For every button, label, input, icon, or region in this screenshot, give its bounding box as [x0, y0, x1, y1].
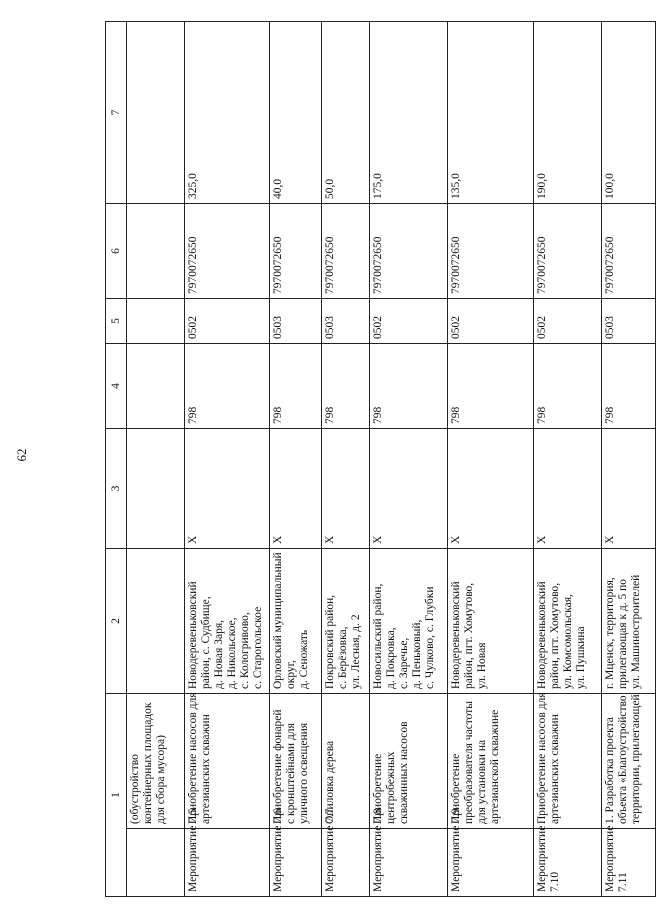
section-code-cell: 0503	[322, 299, 370, 344]
amount-cell: 190,0	[534, 22, 602, 204]
continuation-line: для сбора мусора)	[155, 735, 167, 824]
table-row	[370, 22, 448, 897]
target-article-cell: 7970072650	[270, 204, 322, 299]
description-cell	[602, 694, 656, 829]
measure-cell-line: Мероприятие	[604, 825, 616, 892]
continuation-location-cell	[127, 549, 185, 694]
column-header-7: 7	[106, 22, 127, 204]
column-header-3: 3	[106, 429, 127, 549]
description-cell	[534, 694, 602, 829]
description-cell	[270, 694, 322, 829]
section-code-cell: 0503	[602, 299, 656, 344]
description-cell-line: скважинных насосов	[398, 721, 410, 824]
measure-cell-line: 7.10	[549, 871, 561, 892]
column-header-4: 4	[106, 344, 127, 429]
table-row	[534, 22, 602, 897]
x-mark-cell: X	[322, 429, 370, 549]
table-row	[185, 22, 270, 897]
measure-cell-line: Мероприятие 7.7	[324, 808, 336, 892]
location-cell-line: ул. Лесная, д. 2	[350, 614, 362, 689]
measure-cell	[602, 825, 656, 897]
code-798-cell: 798	[185, 344, 270, 429]
continuation-c6-cell	[127, 204, 185, 299]
description-cell	[322, 694, 370, 829]
location-cell	[534, 549, 602, 694]
column-header-2: 2	[106, 549, 127, 694]
x-mark-cell: X	[185, 429, 270, 549]
code-798-cell: 798	[448, 344, 534, 429]
table-row	[602, 22, 656, 897]
continuation-measure-cell	[127, 829, 185, 897]
location-cell	[602, 549, 656, 694]
page-number: 62	[14, 448, 29, 462]
location-cell	[185, 549, 270, 694]
description-cell-line: для установки на	[476, 739, 488, 824]
location-cell	[448, 549, 534, 694]
continuation-line: контейнерных площадок	[142, 702, 154, 824]
code-798-cell: 798	[270, 344, 322, 429]
rotated-table-container	[105, 22, 642, 897]
location-cell-line: Новодеревеньковский	[187, 581, 199, 689]
location-cell-line: прилегающая к д. 5 по	[617, 578, 629, 689]
description-cell-line: Приобретение фонарей	[272, 709, 284, 824]
column-header-1: 1	[106, 694, 127, 897]
measure-cell	[370, 808, 448, 897]
description-cell-line: 1. Разработка проекта	[604, 717, 616, 824]
section-code-cell: 0502	[448, 299, 534, 344]
table-row	[448, 22, 534, 897]
target-article-cell: 7970072650	[602, 204, 656, 299]
location-cell-line: д. Сеножать	[298, 629, 310, 689]
amount-cell: 50,0	[322, 22, 370, 204]
description-cell	[185, 694, 270, 829]
location-cell-line: с. Берёзовка,	[337, 626, 349, 689]
code-798-cell: 798	[602, 344, 656, 429]
section-code-cell: 0502	[534, 299, 602, 344]
table-row	[270, 22, 322, 897]
x-mark-cell: X	[534, 429, 602, 549]
measure-cell	[322, 808, 370, 897]
x-mark-cell: X	[448, 429, 534, 549]
description-cell-line: объекта «Благоустройство	[617, 695, 629, 824]
budget-table	[105, 21, 656, 897]
description-cell-line: Приобретение	[372, 753, 384, 824]
target-article-cell: 7970072650	[185, 204, 270, 299]
description-cell-line: артезианских скважин	[200, 714, 212, 824]
location-cell-line: район, пгт. Хомутово,	[463, 582, 475, 689]
table-body	[127, 22, 656, 897]
location-cell-line: ул. Пушкина	[575, 626, 587, 689]
column-header-6: 6	[106, 204, 127, 299]
header-row	[106, 22, 127, 897]
description-cell-line: территории, прилегающей	[630, 694, 642, 824]
section-code-cell: 0503	[270, 299, 322, 344]
target-article-cell: 7970072650	[448, 204, 534, 299]
location-cell	[270, 549, 322, 694]
location-cell-line: ул. Комсомольская,	[562, 594, 574, 689]
continuation-description-cell	[127, 694, 185, 829]
amount-cell: 175,0	[370, 22, 448, 204]
location-cell-line: Новодеревеньковский	[536, 581, 548, 689]
column-header-5: 5	[106, 299, 127, 344]
amount-cell: 100,0	[602, 22, 656, 204]
continuation-c5-cell	[127, 299, 185, 344]
description-cell	[370, 694, 448, 829]
description-cell-line: артезианских скважин	[549, 714, 561, 824]
location-cell-line: с. Чулково, с. Глубки	[424, 586, 436, 689]
location-cell-line: с. Заречье,	[398, 637, 410, 689]
description-cell-line: с кронштейнами для	[285, 723, 297, 824]
description-cell-line: преобразователя частоты	[463, 700, 475, 824]
measure-cell-line: Мероприятие	[536, 825, 548, 892]
description-cell-line: артезианской скважине	[489, 709, 501, 824]
location-cell	[322, 549, 370, 694]
location-cell-line: Новосильский район,	[372, 583, 384, 689]
amount-cell: 135,0	[448, 22, 534, 204]
description-cell-line: уличного освещения	[298, 722, 310, 824]
x-mark-cell: X	[370, 429, 448, 549]
location-cell-line: округ,	[285, 660, 297, 689]
location-cell-line: с. Кологривово,	[239, 612, 251, 689]
measure-cell-line: Мероприятие 7.5	[187, 808, 199, 892]
measure-cell-line: Мероприятие 7.8	[372, 808, 384, 892]
x-mark-cell: X	[270, 429, 322, 549]
code-798-cell: 798	[534, 344, 602, 429]
description-cell-line: Приобретение насосов для	[187, 692, 199, 824]
continuation-c4-cell	[127, 344, 185, 429]
location-cell-line: район, с. Судбище,	[200, 596, 212, 689]
measure-cell-line: Мероприятие 7.6	[272, 808, 284, 892]
location-cell-line: район, пгт. Хомутово,	[549, 582, 561, 689]
location-cell-line: д. Никольское,	[226, 617, 238, 689]
location-cell-line: Орловский муниципальный	[272, 552, 284, 689]
description-cell-line: Приобретение насосов для	[536, 692, 548, 824]
continuation-line: (обустройство	[129, 754, 141, 824]
location-cell-line: Покровский район,	[324, 594, 336, 689]
measure-cell	[270, 808, 322, 897]
code-798-cell: 798	[370, 344, 448, 429]
description-cell	[448, 694, 534, 829]
section-code-cell: 0502	[185, 299, 270, 344]
section-code-cell: 0502	[370, 299, 448, 344]
location-cell-line: г. Мценск, территория,	[604, 577, 616, 689]
x-mark-cell: X	[602, 429, 656, 549]
location-cell-line: с. Старогольское	[252, 606, 264, 689]
target-article-cell: 7970072650	[322, 204, 370, 299]
description-cell-line: Приобретение	[450, 753, 462, 824]
location-cell-line: д. Покровка,	[385, 627, 397, 689]
location-cell-line: д. Пеньковый,	[411, 619, 423, 689]
continuation-x-cell	[127, 429, 185, 549]
description-cell-line: центробежных	[385, 751, 397, 824]
location-cell	[370, 549, 448, 694]
measure-cell	[448, 808, 534, 897]
measure-cell	[185, 808, 270, 897]
continuation-c7-cell	[127, 22, 185, 204]
measure-cell	[534, 825, 602, 897]
location-cell-line: ул. Новая	[476, 642, 488, 689]
location-cell-line: Новодеревеньковский	[450, 581, 462, 689]
location-cell-line: д. Новая Заря,	[213, 620, 225, 689]
location-cell-line: ул. Машиностроителей	[630, 574, 642, 689]
code-798-cell: 798	[322, 344, 370, 429]
target-article-cell: 7970072650	[534, 204, 602, 299]
continuation-row	[127, 22, 185, 897]
description-cell-line: Опиловка дерева	[324, 740, 336, 824]
measure-cell-line: 7.11	[617, 872, 629, 892]
amount-cell: 325,0	[185, 22, 270, 204]
amount-cell: 40,0	[270, 22, 322, 204]
measure-cell-line: Мероприятие 7.9	[450, 808, 462, 892]
target-article-cell: 7970072650	[370, 204, 448, 299]
table-row	[322, 22, 370, 897]
